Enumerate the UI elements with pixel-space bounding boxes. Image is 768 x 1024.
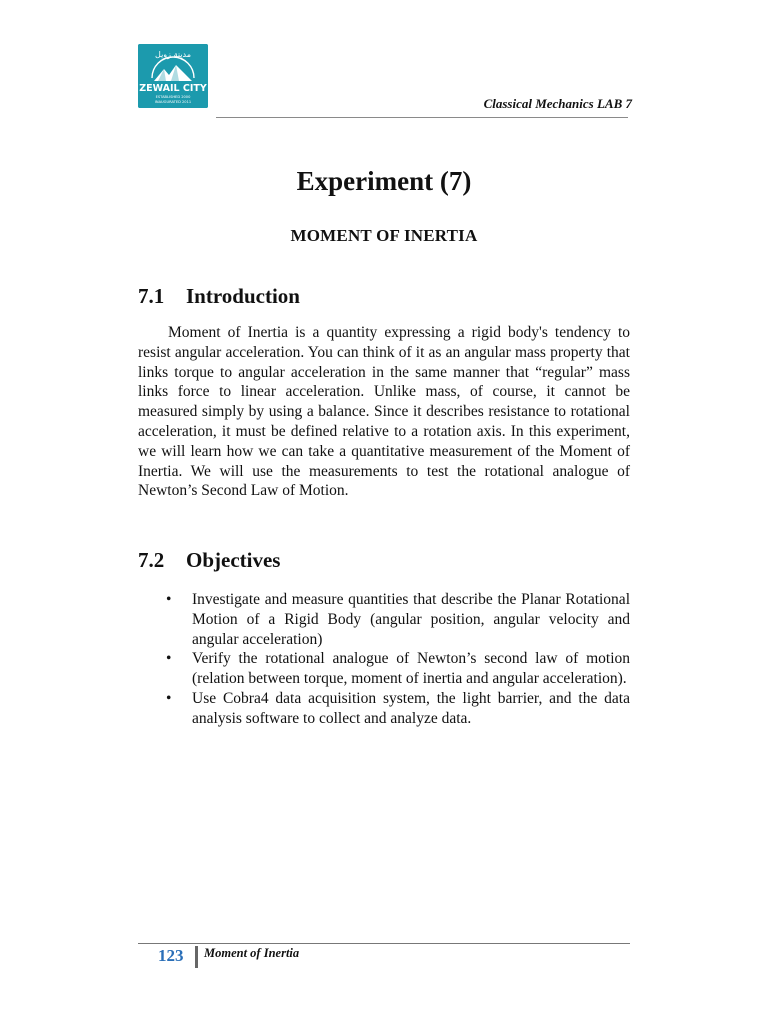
logo-arabic-text: مدينة زويل <box>155 50 191 59</box>
section-heading-objectives <box>138 548 280 573</box>
section-title: Objectives <box>186 548 281 572</box>
logo-inaugurated: INAUGURATED 2011 <box>154 100 192 104</box>
objectives-list <box>166 590 630 729</box>
footer-divider <box>138 943 630 944</box>
running-header: Classical Mechanics LAB 7 <box>483 96 632 111</box>
section-number: 7.1 <box>138 284 165 308</box>
header-divider <box>216 117 628 118</box>
objective-item: • Verify the rotational analogue of Newton’s second law of motion (relation between torque, moment of inertia and angular acceleration). <box>166 649 630 689</box>
logo-wordmark: ZEWAIL CITY <box>139 83 207 94</box>
objective-item: • Use Cobra4 data acquisition system, the light barrier, and the data analysis software to collect and analyze data. <box>166 689 630 729</box>
logo-established: ESTABLISHED 2000 <box>155 95 191 99</box>
page-number: 123 <box>158 946 184 965</box>
zewail-city-logo <box>138 44 208 108</box>
experiment-title: Experiment (7) <box>296 166 472 196</box>
footer-separator <box>195 946 198 968</box>
section-number: 7.2 <box>138 548 165 572</box>
logo-graphic <box>138 44 208 108</box>
experiment-subtitle: MOMENT OF INERTIA <box>290 226 478 245</box>
section-title: Introduction <box>186 284 300 308</box>
objective-item: • Investigate and measure quantities that describe the Planar Rotational Motion of a Rigid Body (angular position, angular velocity and angular acceleration) <box>166 590 630 649</box>
introduction-paragraph: Moment of Inertia is a quantity expressing a rigid body's tendency to resist angular acceleration. You can think of it as an angular mass property that links torque to angular acceleration in the same manner that “regular” mass links force to linear acceleration. Unlike mass, of course, it cannot be measured simply by using a balance. Since it describes resistance to rotational acceleration, it must be defined relative to a rotation axis. In this experiment, we will learn how we can take a quantitative measurement of the Moment of Inertia. We will use the measurements to test the rotational analogue of Newton’s Second Law of Motion. <box>138 324 630 500</box>
section-heading-introduction <box>138 284 300 309</box>
running-footer: Moment of Inertia <box>204 946 300 960</box>
